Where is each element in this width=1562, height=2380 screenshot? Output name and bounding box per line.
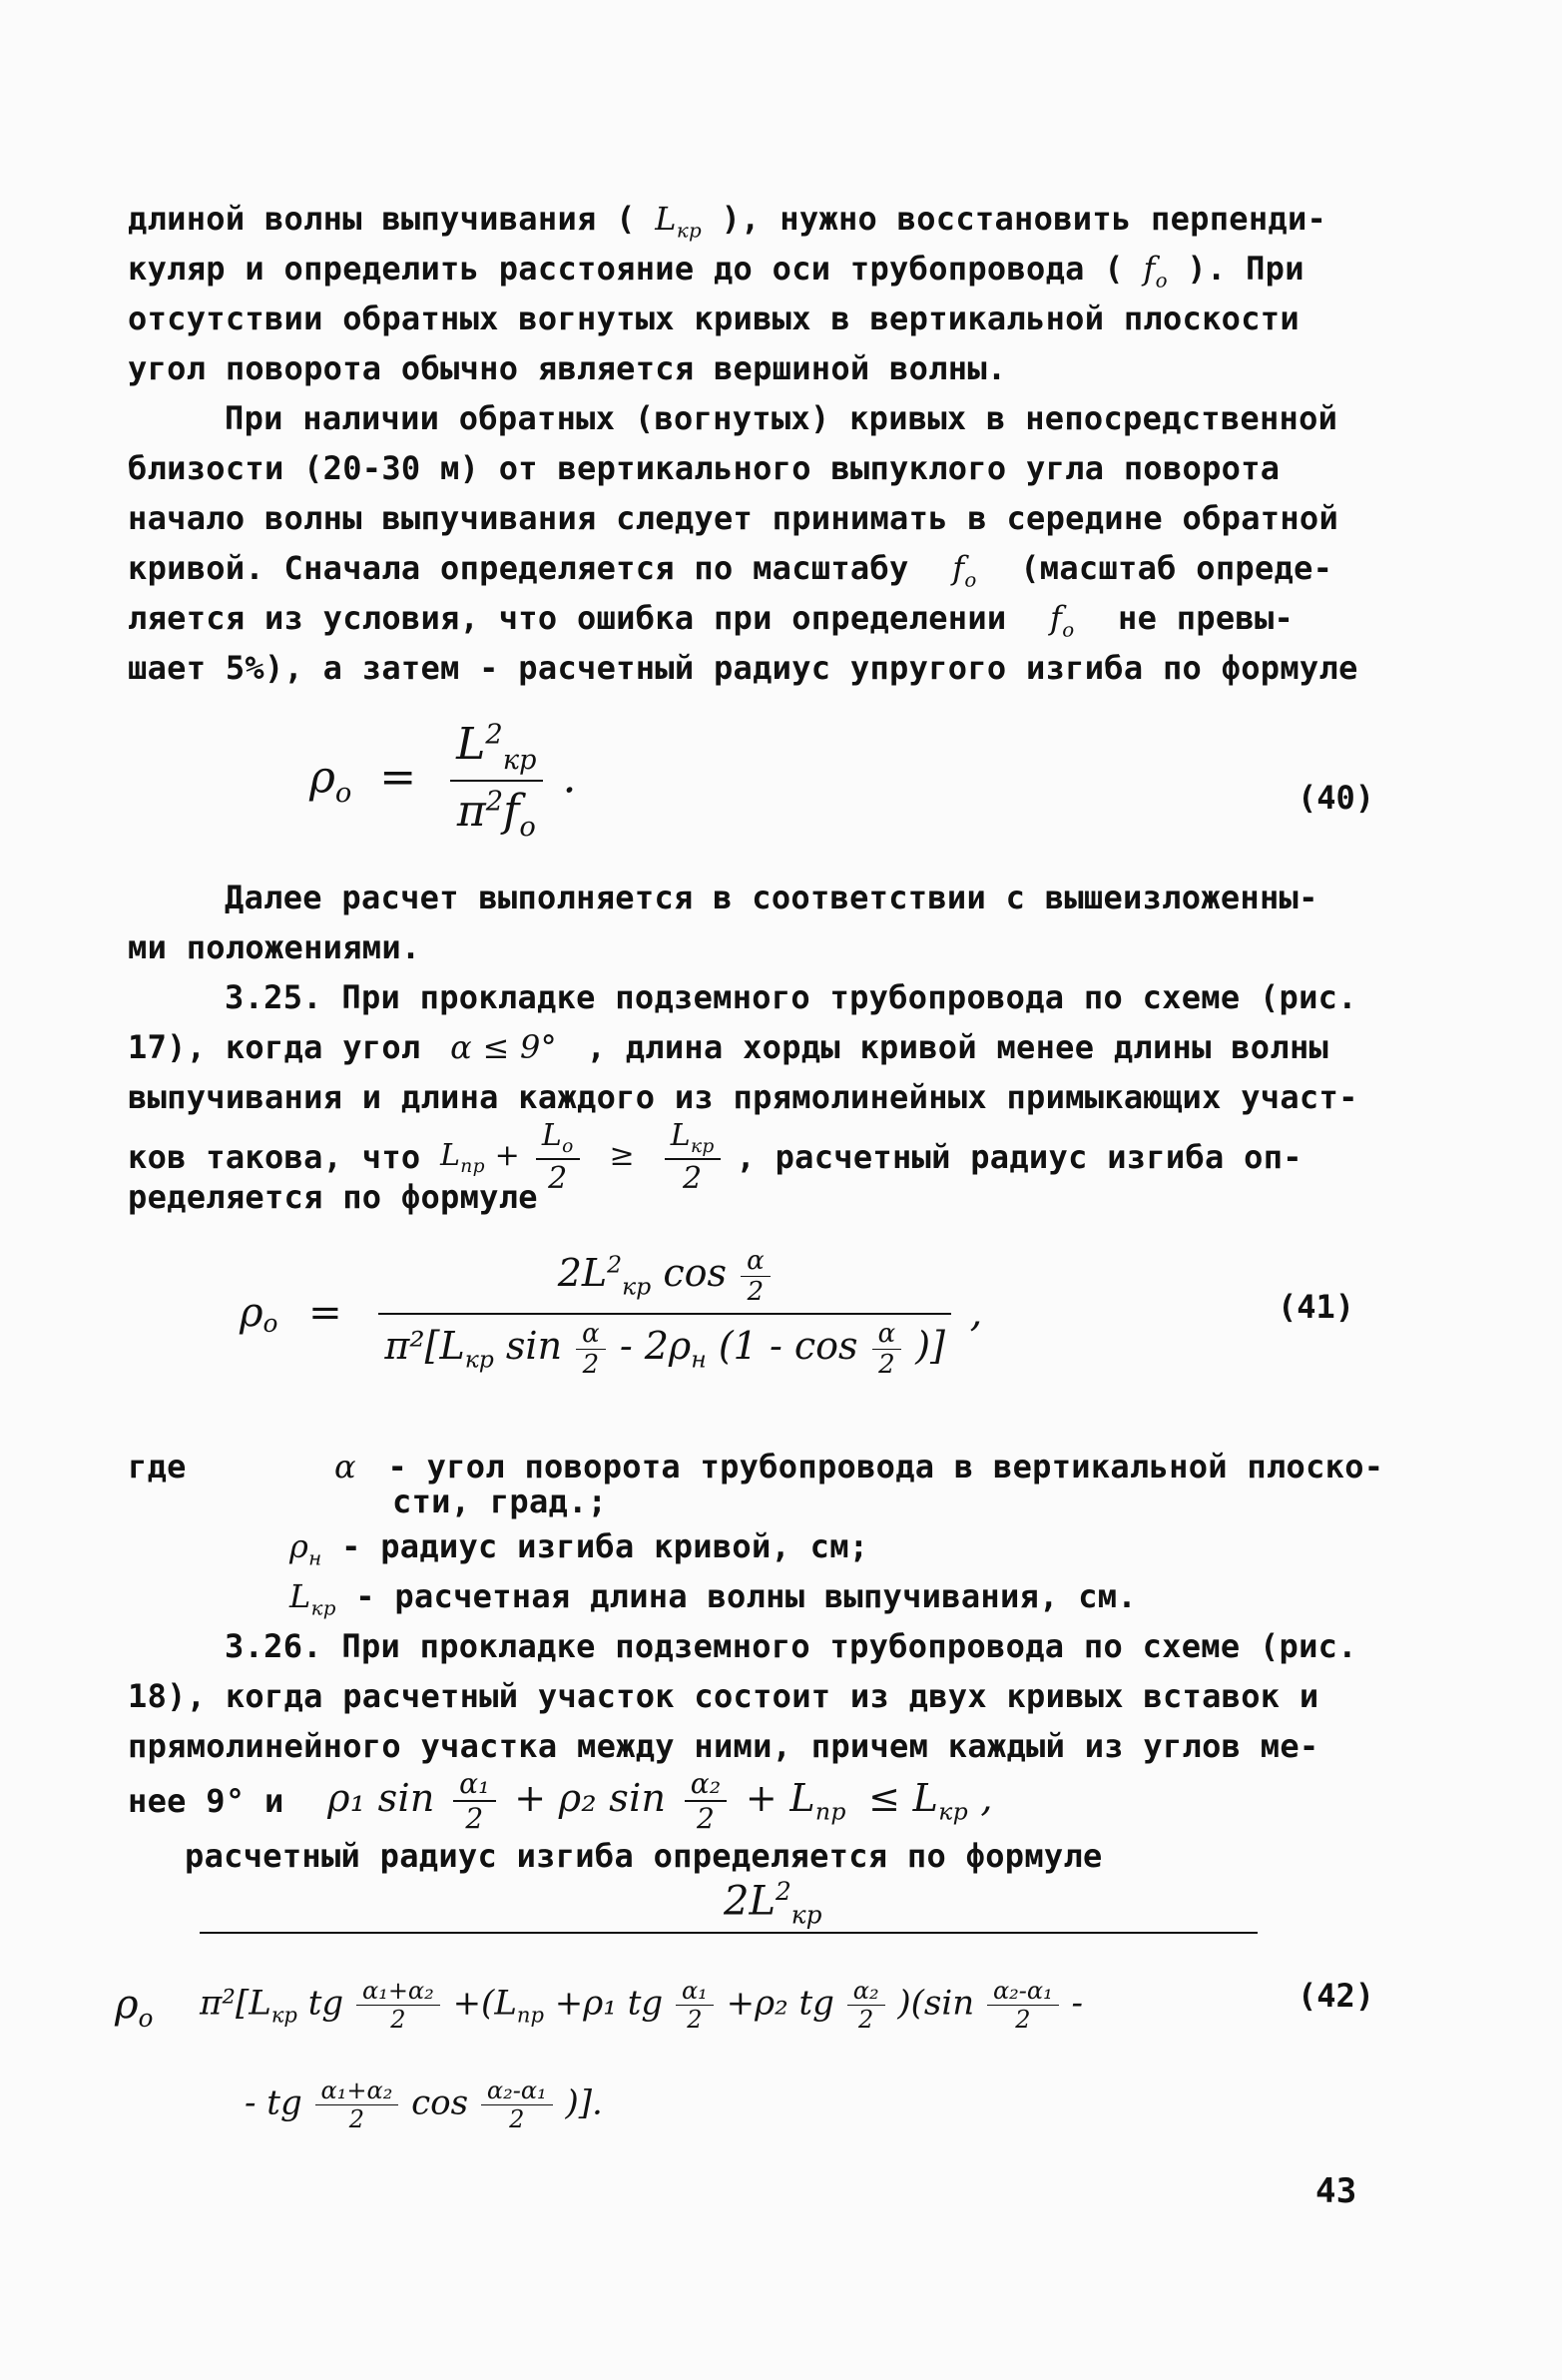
denominator-line-1: $\pi^2[L_{кр}$ tg $\frac{\text{α₁+α₂}}{2}$ $+(L_{пр} +\rho_1$ tg $\frac{\text{α₁}}{2}$ +ρ₂ tg $\frac{\text{α₂}}{2}$ )(sin $\frac{\text{α₂-α₁}}{2}$ - xyxy=(200,1977,1084,2034)
p3-line-2: ми положениями. xyxy=(128,928,421,966)
text: (масштаб опреде- xyxy=(1020,549,1333,587)
fraction-bar xyxy=(200,1932,1258,1934)
p4-line-3: выпучивания и длина каждого из прямолинейных примыкающих участ- xyxy=(128,1078,1358,1116)
p1-line-4: угол поворота обычно является вершиной волны. xyxy=(128,349,1007,387)
text: , расчетный радиус изгиба оп- xyxy=(736,1138,1302,1176)
text: кривой. Сначала определяется по масштабу xyxy=(128,549,909,587)
text: ков такова, что xyxy=(128,1138,421,1176)
p1-line-3: отсутствии обратных вогнутых кривых в вертикальной плоскости xyxy=(128,299,1300,337)
text: длиной волны выпучивания ( xyxy=(128,200,636,238)
definition-rho-n: $\rho_н$ - радиус изгиба кривой, см; xyxy=(289,1527,869,1570)
document-page: длиной волны выпучивания ( $L_{кр}$ ), нужно восстановить перпенди- куляр и определить расстояние до оси трубопровода ( $f_o$ ). При отсутствии обратных вогнутых кривых в вертикальной плоскости угол поворота обычно является вершиной волны. При наличии обратных (вогнутых) кривых в непосредственной близости (20-30 м) от вертикального выпуклого угла поворота начало волны выпучивания следует принимать в середине обратной кривой. Сначала определяется по масштабу $f_o$ (масштаб опреде- ляется из условия, что ошибка при определении $f_o$ не превы- шает 5%), а затем - расчетный радиус упругого изгиба по формуле $\rho_o$ = $\frac{L^2_{кр}}{\pi^2f_o}$ . (40) Далее расчет выполняется в соответствии с вышеизложенны- ми положениями. 3.25. При прокладке подземного трубопровода по схеме (рис. 17), когда угол α ≤ 9° , длина хорды кривой менее длины волны выпучивания и длина каждого из прямолинейных примыкающих участ- ков такова, что $L_{пр}$ + $\frac{L_o}{2}$ ≥ $\frac{L_{кр}}{2}$ , расчетный радиус изгиба оп- ределяется по формуле $\rho_o$ = $2L^2_{кр}$ cos $\frac{\alpha}{2}$ $\pi^2[L_{кр}$ sin $\frac{\alpha}{2}$ - $2\rho_н$ (1 - cos $\frac{\alpha}{2}$ )] , (41) где α - угол поворота трубопровода в вертикальной плоско- сти, град.; $\rho_н$ - радиус изгиба кривой, см; $L_{кр}$ - расчетная длина волны выпучивания, см. 3.26. При прокладке подземного трубопровода по схеме (рис. 18), когда расчетный участок состоит из двух кривых вставок и прямолинейного участка между ними, причем каждый из углов ме- нее 9° и ρ₁ sin $\frac{\text{α₁}}{2}$ + ρ₂ sin $\frac{\text{α₂}}{2}$ + $L_{пр} \le L_{кр}$ , расчетный радиус изгиба определяется по формуле $\rho_o$ $2L^2_{кр}$ $\pi^2[L_{кр}$ tg $\frac{\text{α₁+α₂}}{2}$ $+(L_{пр} +\rho_1$ tg $\frac{\text{α₁}}{2}$ +ρ₂ tg $\frac{\text{α₂}}{2}$ )(sin $\frac{\text{α₂-α₁}}{2}$ - - tg $\frac{\text{α₁+α₂}}{2}$ cos $\frac{\text{α₂-α₁}}{2}$ )]. (42) 43 xyxy=(0,0,1562,2380)
symbol-f-o: $f_o$ xyxy=(1050,599,1075,642)
symbol-l-kr: $L_{кр}$ xyxy=(655,200,702,243)
text: не превы- xyxy=(1118,599,1295,637)
p5-line-3: прямолинейного участка между ними, причем каждый из углов ме- xyxy=(128,1727,1319,1765)
p2-line-1: При наличии обратных (вогнутых) кривых в непосредственной xyxy=(225,399,1338,437)
p1-line-2 xyxy=(128,250,1304,292)
equation-40: $\rho_o$ = $\frac{L^2_{кр}}{\pi^2f_o}$ . xyxy=(309,719,577,843)
where-label: где xyxy=(128,1448,187,1486)
p4-line-2 xyxy=(128,1028,1328,1066)
p2-line-2: близости (20-30 м) от вертикального выпуклого угла поворота xyxy=(128,449,1281,487)
equation-number-41: (41) xyxy=(1278,1288,1355,1326)
inequality: $L_{пр}$ + $\frac{L_o}{2}$ ≥ $\frac{L_{кр}}{2}$ xyxy=(440,1138,736,1173)
p2-line-6: шает 5%), а затем - расчетный радиус упругого изгиба по формуле xyxy=(128,649,1358,687)
page-number: 43 xyxy=(1315,2171,1357,2211)
p5-line-5: расчетный радиус изгиба определяется по формуле xyxy=(185,1837,1103,1875)
fraction: $\frac{L^2_{кр}}{\pi^2f_o}$ xyxy=(450,719,542,843)
p4-line-5: ределяется по формуле xyxy=(128,1178,538,1216)
equation-41: $\rho_o$ = $2L^2_{кр}$ cos $\frac{\alpha}{2}$ $\pi^2[L_{кр}$ sin $\frac{\alpha}{2}$ - $2\rho_н$ (1 - cos $\frac{\alpha}{2}$ )] , xyxy=(240,1246,983,1380)
symbol-f-o: $f_o$ xyxy=(1143,250,1168,293)
p5-line-2: 18), когда расчетный участок состоит из двух кривых вставок и xyxy=(128,1677,1319,1715)
denominator-line-2: - tg $\frac{\text{α₁+α₂}}{2}$ cos $\frac{\text{α₂-α₁}}{2}$ )]. xyxy=(245,2077,603,2133)
p1-line-1 xyxy=(128,200,1326,242)
equation-number-40: (40) xyxy=(1298,779,1375,817)
p2-line-3: начало волны выпучивания следует принимать в середине обратной xyxy=(128,499,1339,537)
fraction: $2L^2_{кр}$ cos $\frac{\alpha}{2}$ $\pi^2[L_{кр}$ sin $\frac{\alpha}{2}$ - $2\rho_н$ (1 - cos $\frac{\alpha}{2}$ )] xyxy=(378,1246,951,1380)
condition-alpha: α ≤ 9° xyxy=(450,1028,557,1066)
text: , длина хорды кривой менее длины волны xyxy=(586,1028,1329,1066)
p5-line-4: нее 9° и ρ₁ sin $\frac{\text{α₁}}{2}$ + ρ₂ sin $\frac{\text{α₂}}{2}$ + $L_{пр} \le L_{кр}$ , xyxy=(128,1767,993,1835)
p3-line-1: Далее расчет выполняется в соответствии с вышеизложенны- xyxy=(225,879,1318,916)
definition-l-kr: $L_{кр}$ - расчетная длина волны выпучивания, см. xyxy=(289,1577,1137,1620)
definition-alpha: α - угол поворота трубопровода в вертикальной плоско- xyxy=(334,1448,1384,1486)
text: ), нужно восстановить перпенди- xyxy=(721,200,1327,238)
text: ). При xyxy=(1187,250,1304,288)
text: ляется из условия, что ошибка при определении xyxy=(128,599,1007,637)
numerator: $2L^2_{кр}$ xyxy=(724,1877,822,1930)
p2-line-5 xyxy=(128,599,1294,641)
text: куляр и определить расстояние до оси трубопровода ( xyxy=(128,250,1124,288)
text: 17), когда угол xyxy=(128,1028,421,1066)
equation-number-42: (42) xyxy=(1298,1977,1375,2015)
p2-line-4 xyxy=(128,549,1332,591)
symbol-f-o: $f_o$ xyxy=(952,549,977,592)
definition-alpha-cont: сти, град.; xyxy=(392,1483,608,1520)
condition-inequality: ρ₁ sin $\frac{\text{α₁}}{2}$ + ρ₂ sin $\frac{\text{α₂}}{2}$ + $L_{пр} \le L_{кр}$ , xyxy=(327,1767,993,1835)
p4-line-1: 3.25. При прокладке подземного трубопровода по схеме (рис. xyxy=(225,978,1357,1016)
p5-line-1: 3.26. При прокладке подземного трубопровода по схеме (рис. xyxy=(225,1627,1357,1665)
